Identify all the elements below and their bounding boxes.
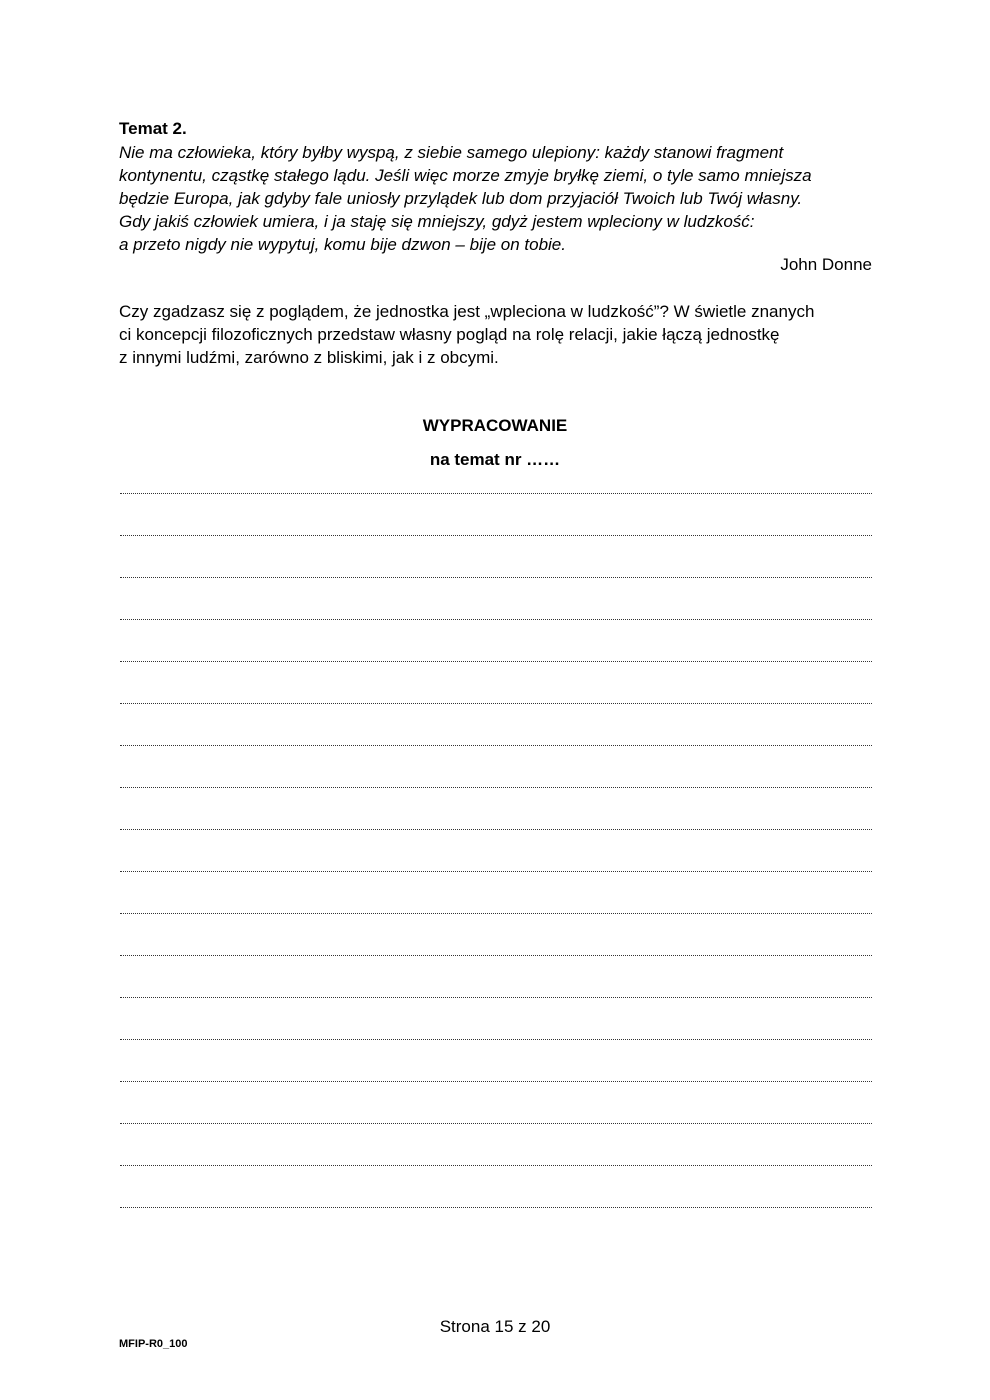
- writing-line[interactable]: [120, 1114, 872, 1156]
- page-number: Strona 15 z 20: [439, 1317, 551, 1336]
- writing-line[interactable]: [120, 652, 872, 694]
- writing-line[interactable]: [120, 568, 872, 610]
- writing-line[interactable]: [120, 1198, 872, 1240]
- essay-heading: WYPRACOWANIE: [422, 416, 568, 435]
- topic-title: Temat 2.: [119, 119, 187, 138]
- quote-line: kontynentu, cząstkę stałego lądu. Jeśli więc morze zmyje bryłkę ziemi, o tyle samo mniejsza: [119, 166, 812, 185]
- quote-line: będzie Europa, jak gdyby fale uniosły przylądek lub dom przyjaciół Twoich lub Twój własny.: [119, 189, 803, 208]
- quote-author: John Donne: [780, 255, 872, 274]
- writing-area[interactable]: [120, 484, 872, 1240]
- question-line: z innymi ludźmi, zarówno z bliskimi, jak i z obcymi.: [119, 348, 499, 367]
- writing-line[interactable]: [120, 1030, 872, 1072]
- quote-line: a przeto nigdy nie wypytuj, komu bije dzwon – bije on tobie.: [119, 235, 566, 254]
- question: [119, 300, 814, 369]
- writing-line[interactable]: [120, 904, 872, 946]
- writing-line[interactable]: [120, 946, 872, 988]
- question-line: Czy zgadzasz się z poglądem, że jednostka jest „wpleciona w ludzkość”? W świetle znanych: [119, 302, 815, 321]
- question-line: ci koncepcji filozoficznych przedstaw własny pogląd na rolę relacji, jakie łączą jednostkę: [119, 325, 780, 344]
- quote-line: Gdy jakiś człowiek umiera, i ja staję się mniejszy, gdyż jestem wpleciony w ludzkość:: [119, 212, 755, 231]
- essay-subheading: na temat nr ……: [429, 450, 561, 469]
- writing-line[interactable]: [120, 820, 872, 862]
- writing-line[interactable]: [120, 736, 872, 778]
- writing-line[interactable]: [120, 988, 872, 1030]
- writing-line[interactable]: [120, 778, 872, 820]
- quote: [119, 141, 879, 256]
- writing-line[interactable]: [120, 862, 872, 904]
- writing-line[interactable]: [120, 484, 872, 526]
- writing-line[interactable]: [120, 1156, 872, 1198]
- writing-line[interactable]: [120, 1072, 872, 1114]
- writing-line[interactable]: [120, 526, 872, 568]
- writing-line[interactable]: [120, 610, 872, 652]
- document-code: MFIP-R0_100: [119, 1338, 188, 1350]
- writing-line[interactable]: [120, 694, 872, 736]
- quote-line: Nie ma człowieka, który byłby wyspą, z siebie samego ulepiony: każdy stanowi fragment: [119, 143, 784, 162]
